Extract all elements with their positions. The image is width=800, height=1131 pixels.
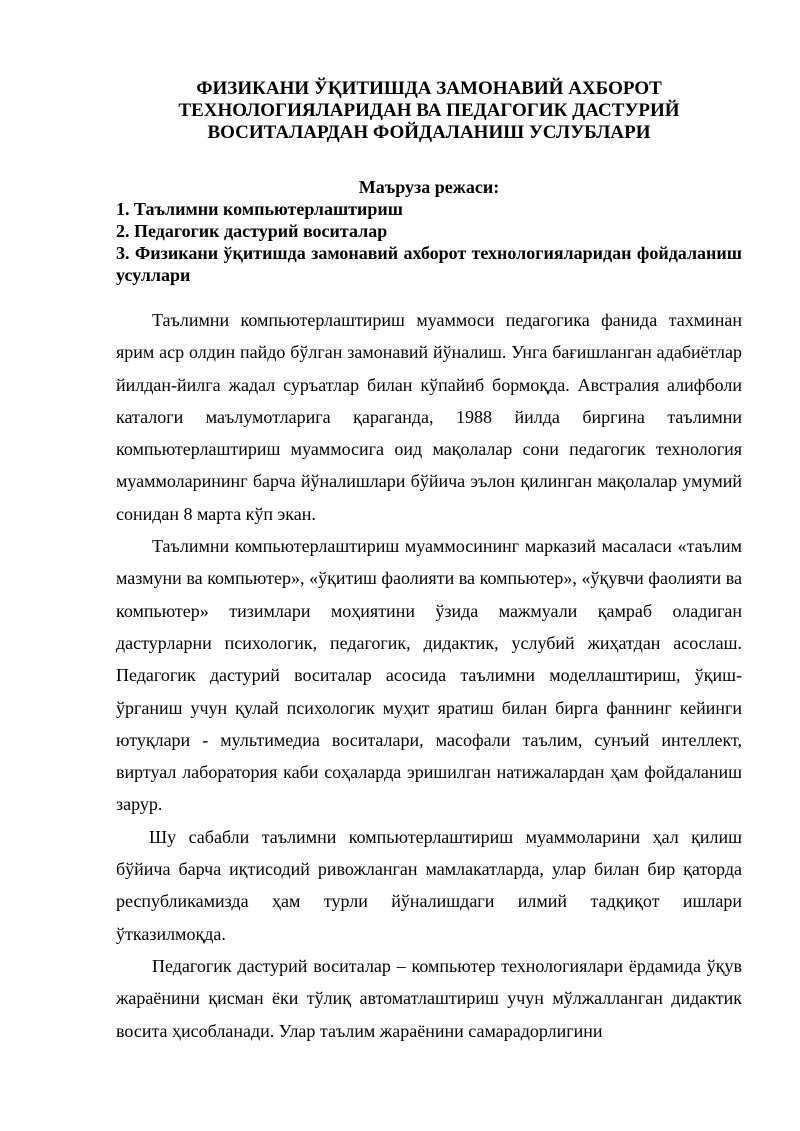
title-line-2: ТЕХНОЛОГИЯЛАРИДАН ВА ПЕДАГОГИК ДАСТУРИЙ — [178, 100, 680, 121]
paragraph-2: Таълимни компьютерлаштириш муаммосининг марказий масаласи «таълим мазмуни ва компьютер», «ўқитиш фаолияти ва компьютер», «ўқувчи фаолияти ва компьютер» тизимлари моҳиятини ўзида мажмуали қамраб оладиган дастурларни психологик, педагогик, дидактик, услубий жиҳатдан асослаш. Педагогик дастурий воситалар асосида таълимни моделлаштириш, ўқиш-ўрганиш учун қулай психологик муҳит яратиш билан бирга фаннинг кейинги ютуқлари - мультимедиа воситалари, масофали таълим, сунъий интеллект, виртуал лаборатория каби соҳаларда эришилган натижалардан ҳам фойдаланиш зарур. — [116, 536, 742, 815]
lecture-plan-heading: Маъруза режаси: — [358, 177, 500, 197]
paragraph-1: Таълимни компьютерлаштириш муаммоси педагогика фанида тахминан ярим аср олдин пайдо бўлган замонавий йўналиш. Унга бағишланган адабиётлар йилдан-йилга жадал суръатлар билан кўпайиб бормоқда. Австралия алифболи каталоги маълумотларига қараганда, 1988 йилда биргина таълимни компьютерлаштириш муаммосига оид мақолалар сони педагогик технология муаммоларининг барча йўналишлари бўйича эълон қилинган мақолалар умумий сонидан 8 марта кўп экан. — [116, 310, 742, 524]
plan-item-2: 2. Педагогик дастурий воситалар — [116, 221, 388, 241]
document-page — [116, 78, 742, 1047]
title-line-1: ФИЗИКАНИ ЎҚИТИШДА ЗАМОНАВИЙ АХБОРОТ — [196, 78, 662, 99]
lecture-plan-list — [116, 198, 742, 286]
document-title — [116, 78, 742, 144]
paragraph-4: Педагогик дастурий воситалар – компьютер технологиялари ёрдамида ўқув жараёнини қисман ёки тўлиқ автоматлаштириш учун мўлжалланган дидактик восита ҳисобланади. Улар таълим жараёнини самарадорлигини — [116, 955, 742, 1041]
title-line-3: ВОСИТАЛАРДАН ФОЙДАЛАНИШ УСЛУБЛАРИ — [207, 122, 651, 143]
paragraph-3: Шу сабабли таълимни компьютерлаштириш муаммоларини ҳал қилиш бўйича барча иқтисодий ривожланган мамлакатларда, улар билан бир қаторда республикамизда ҳам турли йўналишдаги илмий тадқиқот ишлари ўтказилмоқда. — [116, 826, 742, 944]
plan-item-1: 1. Таълимни компьютерлаштириш — [116, 199, 403, 219]
plan-item-3: 3. Физикани ўқитишда замонавий ахборот технологияларидан фойдаланиш усуллари — [116, 243, 742, 285]
document-body — [116, 304, 742, 1047]
